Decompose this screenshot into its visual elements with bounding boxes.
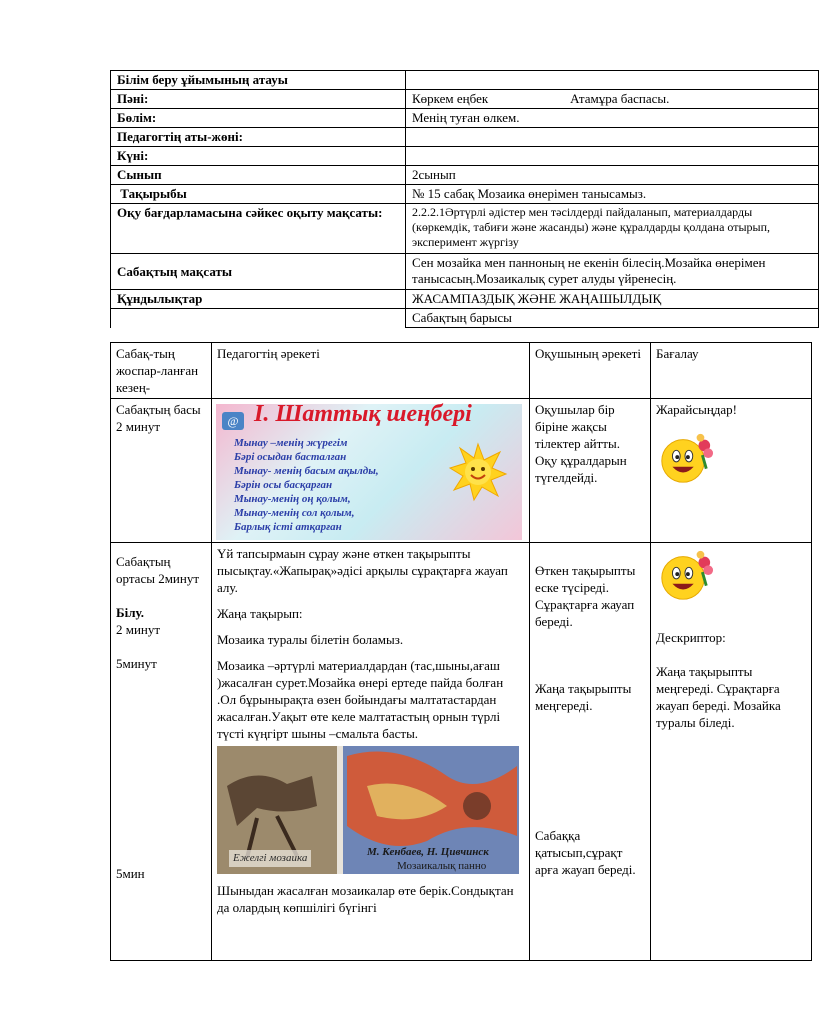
joy-circle-banner [216,401,522,540]
info-value: 2.2.2.1Әртүрлі әдістер мен тәсілдерді пайдаланып, материалдарды (көркемдік, табиғи және жасанды) және құралдарды қолдана отырып, эксперимент жүргізу [406,204,819,254]
student-start: Оқушылар бір біріне жақсы тілектер айтты. Оқу құралдарын түгелдейді. [530,399,651,543]
banner-line: Мынау-менің сол қолым, [234,507,355,519]
info-key: Сабақтың мақсаты [111,254,406,290]
info-value: № 15 сабақ Мозаика өнерімен танысамыз. [406,185,819,204]
header-teacher: Педагогтің әрекеті [212,343,530,399]
info-value: Сабақтың барысы [406,309,819,328]
publisher-name: Атамұра баспасы. [570,91,670,106]
banner-line: Мынау –менің жүрегім [234,437,348,449]
mosaic-definition-text: Мозаика –әртүрлі материалдардан (тас,шыны,ағаш )жасалған сурет.Мозайка өнері ертеде пайда болған .Ол бұрынырақта өзен бойындағы малтатастардан жасалған.Уақыт өте келе малтатастың орнын түрлі түсті күңгірт шыны –смальта басты. [217,658,504,741]
photo-caption-panel: Мозаикалық панно [397,860,487,872]
assessment-start [651,399,812,543]
teacher-middle [212,543,530,961]
stage-start: Сабақтың басы 2 минут [111,399,212,543]
header-stage: Сабақ-тың жоспар-ланған кезең- [111,343,212,399]
banner-line: Мынау-менің оң қолым, [234,493,351,505]
info-value: Сен мозайка мен панноның не екенін білесің.Мозайка өнерімен танысасың.Мозаикалық сурет алуды үйренесің. [406,254,819,290]
info-value [406,90,819,109]
descriptor-title: Дескриптор: [656,630,726,645]
student-review-text: Өткен тақырыпты еске түсіреді. Сұрақтарға жауап береді. [535,563,636,629]
info-value [406,147,819,166]
stage-time-5-final: 5мин [116,866,145,881]
subject-name: Көркем еңбек [412,91,489,106]
info-row-org [111,71,819,90]
student-learn-text: Жаңа тақырыпты меңгереді. [535,681,632,713]
info-key [111,309,406,328]
header-student: Оқушының әрекеті [530,343,651,399]
banner-line: Барлық істі атқарған [234,521,342,533]
stage-middle [111,543,212,961]
student-middle [530,543,651,961]
new-topic-text: Мозаика туралы білетін боламыз. [217,632,404,647]
lesson-info-table [110,70,819,328]
info-key: Білім беру ұйымының атауы [111,71,406,90]
photo-caption-authors: М. Кенбаев, Н. Цивчинск [367,846,489,858]
info-key: Педагогтің аты-жөні: [111,128,406,147]
banner-line: Мынау- менің басым ақылды, [234,465,379,477]
info-row-topic [111,185,819,204]
info-key: Оқу бағдарламасына сәйкес оқыту мақсаты: [111,204,406,254]
info-row-progress-heading [111,309,819,328]
info-row-objective [111,204,819,254]
info-key: Құндылықтар [111,290,406,309]
smiley-with-flowers-icon [656,430,714,488]
mosaic-photo [217,746,519,874]
at-sign-icon: @ [222,412,244,430]
info-value: 2сынып [406,166,819,185]
info-value [406,71,819,90]
info-row-section [111,109,819,128]
info-key: Тақырыбы [111,185,406,204]
smiley-with-flowers-icon [656,547,714,605]
new-topic-label: Жаңа тақырып: [217,606,303,621]
info-key: Сынып [111,166,406,185]
glass-mosaic-text: Шыныдан жасалған мозаикалар өте берік.Сондықтан да олардың көпшілігі бүгінгі [217,883,514,915]
info-row-goal [111,254,819,290]
lesson-process-table [110,342,812,961]
banner-line: Бәрін осы басқарған [234,479,333,491]
homework-text: Үй тапсырмаын сұрау және өткен тақырыпты пысықтау.«Жапырақ»әдісі арқылы сұрақтарға жауап алу. [217,546,508,595]
info-row-subject [111,90,819,109]
teacher-start [212,399,530,543]
sun-icon [448,442,508,502]
info-row-class [111,166,819,185]
process-row-start [111,399,812,543]
header-assessment: Бағалау [651,343,812,399]
student-participate-text: Сабаққа қатысып,сұрақт арға жауап береді. [535,828,636,877]
photo-caption-ancient: Ежелгі мозаика [229,850,311,867]
praise-text: Жарайсыңдар! [656,402,737,417]
assessment-middle [651,543,812,961]
info-value [406,128,819,147]
banner-title: І. Шаттық шеңбері [254,401,472,427]
info-key: Күні: [111,147,406,166]
banner-line: Бәрі осыдан басталған [234,451,347,463]
info-row-date [111,147,819,166]
info-row-values [111,290,819,309]
info-key: Бөлім: [111,109,406,128]
info-row-teacher [111,128,819,147]
info-key: Пәні: [111,90,406,109]
process-row-middle [111,543,812,961]
stage-know-label: Білу. [116,605,144,620]
stage-time-5: 5минут [116,656,157,671]
stage-time-2: 2 минут [116,622,161,637]
info-value: Менің туған өлкем. [406,109,819,128]
process-header-row [111,343,812,399]
stage-middle-label: Сабақтың ортасы 2минут [116,554,200,586]
info-value: ЖАСАМПАЗДЫҚ ЖӘНЕ ЖАҢАШЫЛДЫҚ [406,290,819,309]
descriptor-body: Жаңа тақырыпты меңгереді. Сұрақтарға жауап береді. Мозайка туралы біледі. [656,664,781,730]
